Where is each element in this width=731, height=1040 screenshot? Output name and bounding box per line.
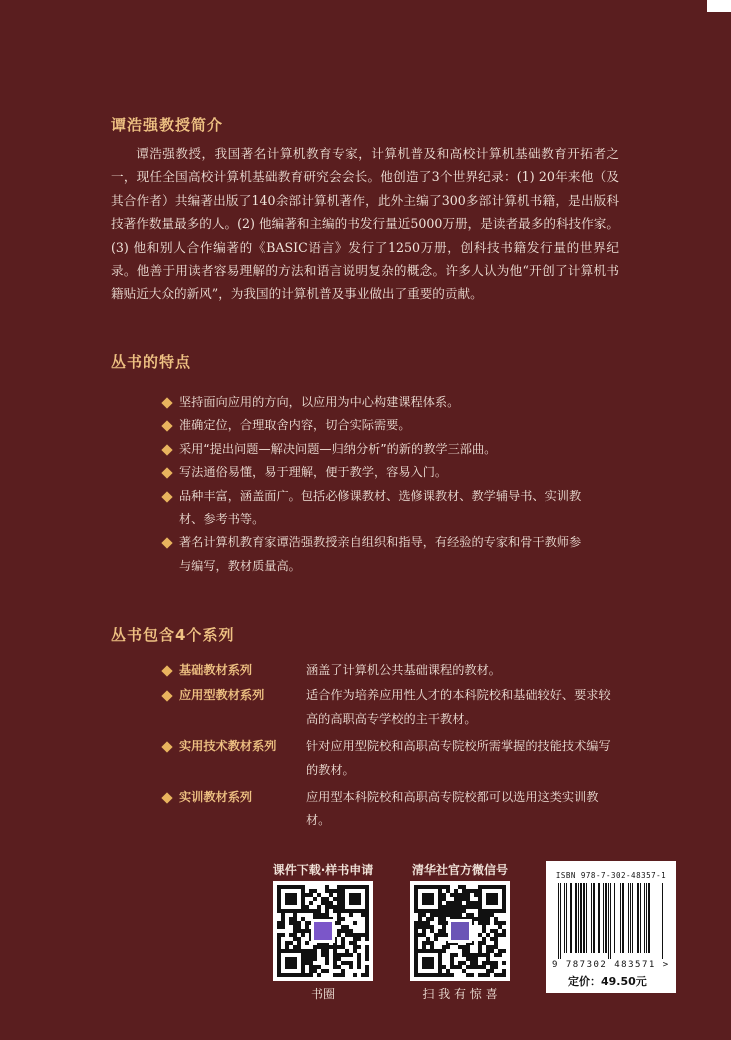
diamond-bullet-icon (161, 468, 172, 479)
series-item (163, 786, 613, 833)
corner-mark (707, 0, 731, 12)
author-intro-heading: 谭浩强教授简介 (111, 116, 224, 134)
barcode-icon (558, 883, 664, 959)
series-desc: 应用型本科院校和高职高专院校都可以选用这类实训教材。 (306, 790, 599, 828)
series-name: 基础教材系列 (179, 663, 253, 677)
qr-code-icon[interactable] (410, 881, 510, 981)
diamond-bullet-icon (161, 742, 172, 753)
barcode-digits: 9 787302 483571 > (552, 960, 670, 970)
series-item (163, 659, 613, 682)
features-heading: 丛书的特点 (111, 353, 192, 371)
price: 定价：49.50元 (568, 975, 647, 988)
diamond-bullet-icon (161, 491, 172, 502)
feature-item: 品种丰富，涵盖面广。包括必修课教材、选修课教材、教学辅导书、实训教材、参考书等。 (163, 485, 593, 532)
series-desc: 针对应用型院校和高职高专院校所需掌握的技能技术编写的教材。 (306, 739, 611, 777)
qr-title: 清华社官方微信号 (411, 863, 508, 877)
series-item (163, 684, 613, 731)
feature-item: 著名计算机教育家谭浩强教授亲自组织和指导，有经验的专家和骨干教师参与编写，教材质量高。 (163, 531, 593, 578)
series-name: 应用型教材系列 (179, 688, 265, 703)
series-item (163, 735, 613, 782)
series-desc: 适合作为培养应用性人才的本科院校和基础较好、要求较高的高职高专学校的主干教材。 (306, 688, 611, 726)
series-list (163, 659, 613, 833)
feature-item: 准确定位，合理取舍内容，切合实际需要。 (163, 414, 593, 437)
feature-item: 写法通俗易懂，易于理解，便于教学，容易入门。 (163, 461, 593, 484)
qr-block-wechat (409, 861, 511, 1002)
qr-title: 课件下载·样书申请 (272, 863, 374, 877)
series-heading: 丛书包含4个系列 (111, 626, 235, 644)
feature-item: 坚持面向应用的方向，以应用为中心构建课程体系。 (163, 391, 593, 414)
isbn-text: ISBN 978-7-302-48357-1 (555, 871, 667, 880)
features-list (163, 391, 593, 578)
qr-block-courseware (272, 861, 374, 1002)
series-name: 实训教材系列 (179, 790, 253, 805)
qr-caption: 书圈 (310, 987, 335, 1001)
isbn-barcode (546, 861, 676, 993)
feature-item: 采用“提出问题—解决问题—归纳分析”的新的教学三部曲。 (163, 438, 593, 461)
diamond-bullet-icon (161, 665, 172, 676)
diamond-bullet-icon (161, 538, 172, 549)
diamond-bullet-icon (161, 691, 172, 702)
qr-caption: 扫 我 有 惊 喜 (422, 987, 498, 1001)
author-intro-text: 谭浩强教授，我国著名计算机教育专家，计算机普及和高校计算机基础教育开拓者之一，现任全国高校计算机基础教育研究会会长。他创造了3个世界纪录：(1) 20年来他（及其合作者）共编著出版了140余部计算机著作，此外主编了300多部计算机书籍，是出版科技著作数量最多的人。(2) 他编著和主编的书发行量近5000万册，是读者最多的科技作家。(3) 他和别人合作编著的《BASIC语言》发行了1250万册，创科技书籍发行量的世界纪录。他善于用读者容易理解的方法和语言说明复杂的概念。许多人认为他“开创了计算机书籍贴近大众的新风”，为我国的计算机普及事业做出了重要的贡献。 (111, 146, 619, 302)
series-name: 实用技术教材系列 (179, 739, 277, 754)
qr-code-icon[interactable] (273, 881, 373, 981)
diamond-bullet-icon (161, 421, 172, 432)
diamond-bullet-icon (161, 792, 172, 803)
diamond-bullet-icon (161, 397, 172, 408)
series-desc: 涵盖了计算机公共基础课程的教材。 (306, 663, 501, 677)
diamond-bullet-icon (161, 444, 172, 455)
